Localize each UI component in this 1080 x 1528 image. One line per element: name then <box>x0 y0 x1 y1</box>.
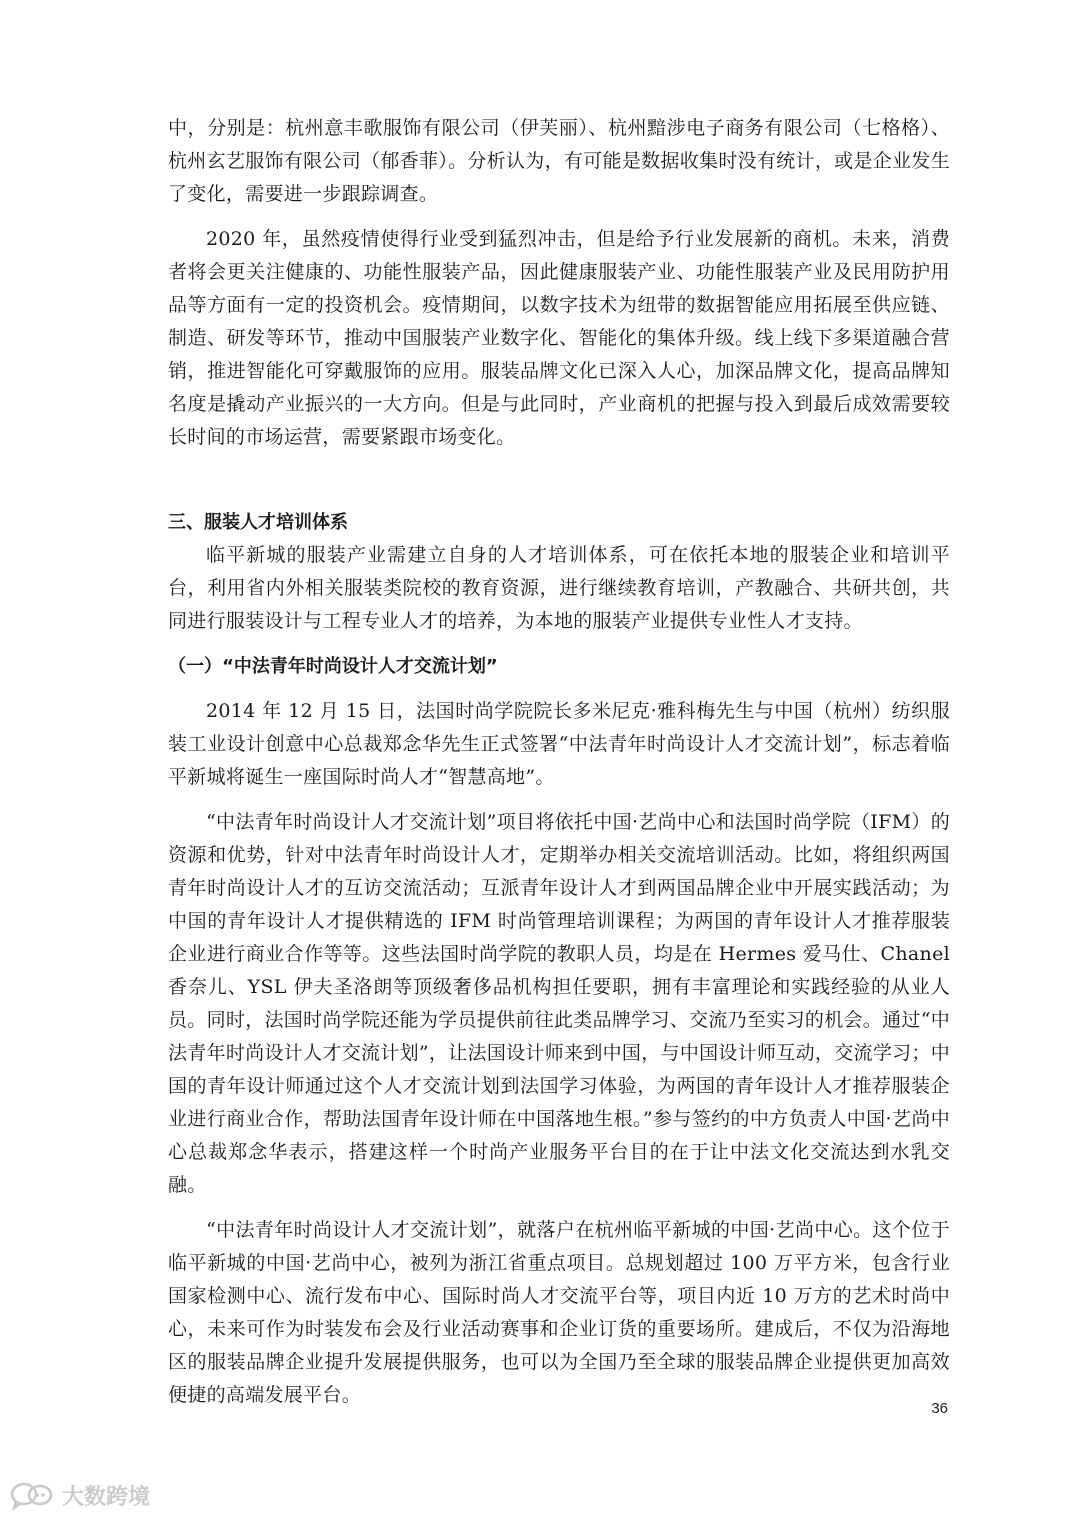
subsection-heading: （一）“中法青年时尚设计人才交流计划” <box>168 656 498 677</box>
paragraph-signing: 2014 年 12 月 15 日，法国时尚学院院长多米尼克·雅科梅先生与中国（杭州）纺织服装工业设计创意中心总裁郑念华先生正式签署“中法青年时尚设计人才交流计划”，标志着临平新城将诞生一座国际时尚人才“智慧高地”。 <box>168 700 950 788</box>
paragraph-program-details: “中法青年时尚设计人才交流计划”项目将依托中国·艺尚中心和法国时尚学院（IFM）的资源和优势，针对中法青年时尚设计人才，定期举办相关交流培训活动。比如，将组织两国青年时尚设计人才的互访交流活动；互派青年设计人才到两国品牌企业中开展实践活动；为中国的青年设计人才提供精选的 IFM 时尚管理培训课程；为两国的青年设计人才推荐服装企业进行商业合作等等。这些法国时尚学院的教职人员，均是在 Hermes 爱马仕、Chanel 香奈儿、YSL 伊夫圣洛朗等顶级奢侈品机构担任要职，拥有丰富理论和实践经验的从业人员。同时，法国时尚学院还能为学员提供前往此类品牌学习、交流乃至实习的机会。通过“中法青年时尚设计人才交流计划”，让法国设计师来到中国，与中国设计师互动，交流学习；中国的青年设计师通过这个人才交流计划到法国学习体验，为两国的青年设计人才推荐服装企业进行商业合作，帮助法国青年设计师在中国落地生根。”参与签约的中方负责人中国·艺尚中心总裁郑念华表示，搭建这样一个时尚产业服务平台目的在于让中法文化交流达到水乳交融。 <box>168 811 951 1196</box>
chat-bubble-logo-icon <box>10 1481 54 1511</box>
watermark-text: 大数跨境 <box>62 1485 151 1510</box>
paragraph-location: “中法青年时尚设计人才交流计划”，就落户在杭州临平新城的中国·艺尚中心。这个位于临平新城的中国·艺尚中心，被列为浙江省重点项目。总规划超过 100 万平方米，包含行业国家检测中心、流行发布中心、国际时尚人才交流平台等，项目内近 10 万方的艺术时尚中心，未来可作为时装发布会及行业活动赛事和企业订货的重要场所。建成后，不仅为沿海地区的服装品牌企业提升发展提供服务，也可以为全国乃至全球的服装品牌企业提供更加高效便捷的高端发展平台。 <box>168 1219 950 1406</box>
paragraph-2020-outlook: 2020 年，虽然疫情使得行业受到猛烈冲击，但是给予行业发展新的商机。未来，消费者将会更关注健康的、功能性服装产品，因此健康服装产业、功能性服装产业及民用防护用品等方面有一定的投资机会。疫情期间，以数字技术为纽带的数据智能应用拓展至供应链、制造、研发等环节，推动中国服装产业数字化、智能化的集体升级。线上线下多渠道融合营销，推进智能化可穿戴服饰的应用。服装品牌文化已深入人心，加深品牌文化，提高品牌知名度是撬动产业振兴的一大方向。但是与此同时，产业商机的把握与投入到最后成效需要较长时间的市场运营，需要紧跟市场变化。 <box>168 228 950 448</box>
paragraph-continuation: 中，分别是：杭州意丰歌服饰有限公司（伊芙丽）、杭州黯涉电子商务有限公司（七格格）、杭州玄艺服饰有限公司（郁香菲）。分析认为，有可能是数据收集时没有统计，或是企业发生了变化，需要进一步跟踪调查。 <box>168 117 950 205</box>
watermark <box>10 1480 150 1511</box>
section-heading: 三、服装人才培训体系 <box>168 512 348 533</box>
page-number: 36 <box>931 1400 948 1417</box>
document-page <box>168 112 950 1412</box>
section-intro-paragraph: 临平新城的服装产业需建立自身的人才培训体系，可在依托本地的服装企业和培训平台，利用省内外相关服装类院校的教育资源，进行继续教育培训，产教融合、共研共创，共同进行服装设计与工程专业人才的培养，为本地的服装产业提供专业性人才支持。 <box>168 544 950 632</box>
